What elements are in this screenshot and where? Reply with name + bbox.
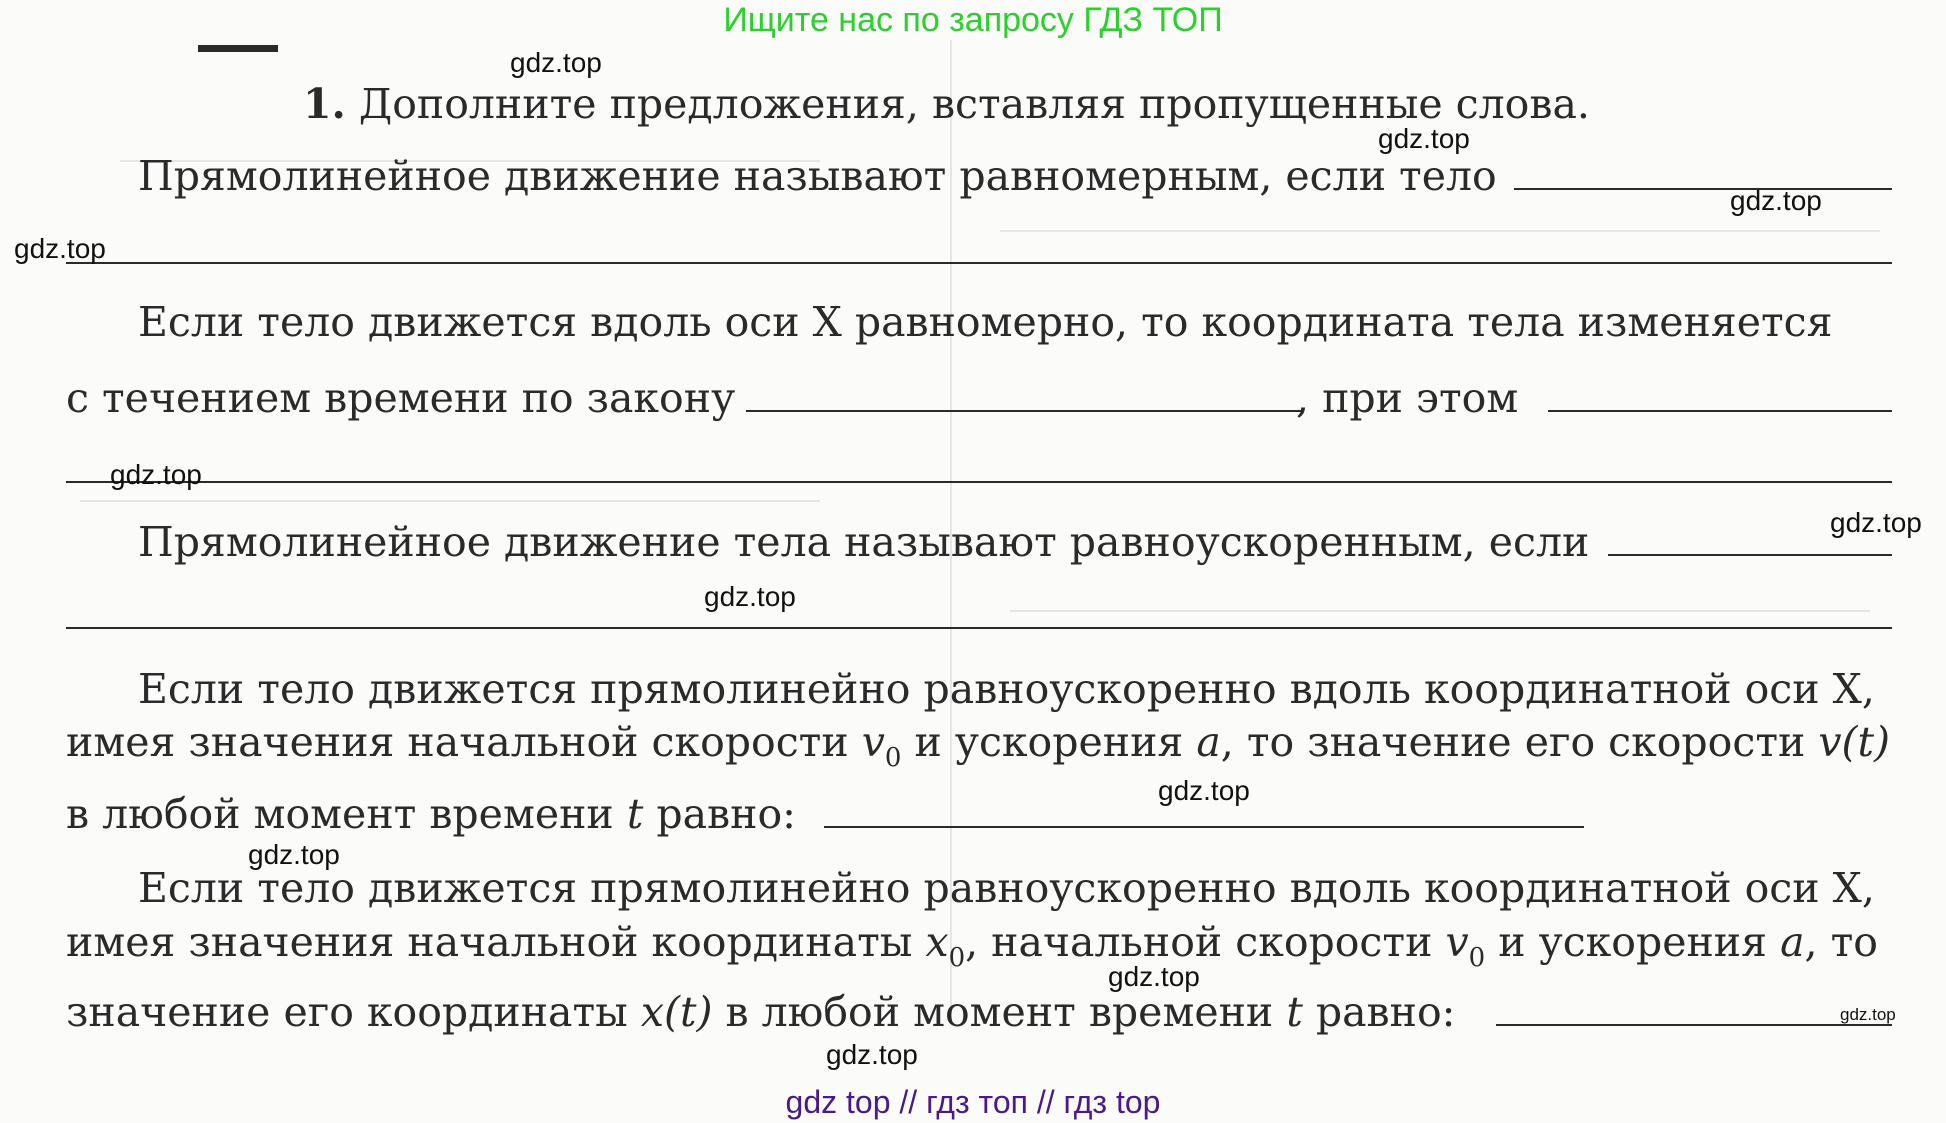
symbol-v: v: [861, 718, 885, 766]
bleed-through-rule: [80, 500, 820, 502]
answer-blank-1[interactable]: [1514, 188, 1892, 190]
watermark: gdz.top: [1840, 1005, 1896, 1024]
sentence-2-line-1: [138, 298, 1833, 346]
sentence-4-text-c: , то значение его скорости: [1220, 718, 1806, 766]
task-title-text: Дополните предложения, вставляя пропущенные слова.: [358, 80, 1590, 128]
answer-blank-6[interactable]: [1496, 1024, 1892, 1026]
sentence-2-text-a: с течением времени по закону: [66, 374, 736, 422]
task-title: [303, 80, 1590, 128]
sentence-5-line-1: Если тело движется прямолинейно равноускоренно вдоль координатной оси X,: [138, 864, 1875, 912]
sentence-5-text-e: значение его координаты: [66, 988, 628, 1036]
symbol-t: t: [1286, 988, 1303, 1036]
watermark: gdz.top: [248, 839, 340, 870]
watermark: gdz.top: [704, 581, 796, 612]
answer-blank-5[interactable]: [824, 826, 1584, 828]
answer-line-3[interactable]: [66, 627, 1892, 629]
symbol-a: a: [1196, 718, 1221, 766]
symbol-v: v: [1445, 918, 1469, 966]
answer-blank-4[interactable]: [1608, 554, 1892, 556]
symbol-t: t: [626, 790, 644, 838]
sentence-4-line-1: Если тело движется прямолинейно равноускоренно вдоль координатной оси X,: [138, 665, 1875, 713]
sentence-5-line-2: [66, 918, 1878, 982]
sentence-5-text-f: в любой момент времени: [725, 988, 1274, 1036]
symbol-x: x: [925, 918, 949, 966]
footer-watermark: gdz top // гдз топ // гдз top: [785, 1084, 1161, 1120]
sentence-4-line-2: [66, 718, 1890, 782]
answer-line-1[interactable]: [66, 262, 1892, 264]
subscript-zero: 0: [948, 943, 966, 973]
bleed-through-rule: [1000, 230, 1880, 232]
sentence-4-text-e: равно:: [656, 790, 796, 838]
watermark: gdz.top: [14, 233, 106, 264]
sentence-3-line-1: Прямолинейное движение тела называют равноускоренным, если: [138, 518, 1590, 566]
sentence-4-line-3: [66, 790, 796, 838]
sentence-5-line-3: [66, 988, 1455, 1036]
watermark: gdz.top: [510, 47, 602, 78]
answer-blank-2[interactable]: [746, 410, 1302, 412]
bleed-through-rule: [1010, 610, 1870, 612]
sentence-5-text-g: равно:: [1315, 988, 1456, 1036]
sentence-4-text-b: и ускорения: [914, 718, 1184, 766]
sentence-5-text-c: и ускорения: [1498, 918, 1768, 966]
answer-line-2[interactable]: [66, 481, 1892, 483]
symbol-xt: x(t): [640, 988, 713, 1036]
sentence-2-line-2b: , при этом: [1296, 374, 1519, 422]
watermark: gdz.top: [110, 459, 202, 490]
task-number: 1.: [303, 80, 346, 128]
sentence-2-line-2: [66, 374, 735, 422]
subscript-zero: 0: [884, 743, 902, 773]
symbol-a: a: [1780, 918, 1805, 966]
watermark: gdz.top: [1158, 775, 1250, 806]
watermark: gdz.top: [1108, 961, 1200, 992]
watermark: gdz.top: [1378, 123, 1470, 154]
watermark: gdz.top: [1830, 507, 1922, 538]
answer-blank-3[interactable]: [1548, 410, 1892, 412]
sentence-4-text-a: имея значения начальной скорости: [66, 718, 849, 766]
sentence-5-text-d: , то: [1804, 918, 1878, 966]
sentence-1-line-1: Прямолинейное движение называют равномерным, если тело: [138, 152, 1497, 200]
promo-banner: Ищите нас по запросу ГДЗ ТОП: [723, 1, 1223, 39]
corner-dash: [198, 45, 278, 52]
sentence-5-text-a: имея значения начальной координаты: [66, 918, 913, 966]
sentence-2-text: Если тело движется вдоль оси X равномерно, то координата тела изменяется: [138, 298, 1833, 346]
symbol-vt: v(t): [1818, 718, 1891, 766]
sentence-5-text-b: , начальной скорости: [965, 918, 1433, 966]
sentence-4-text-d: в любой момент времени: [66, 790, 614, 838]
subscript-zero: 0: [1468, 943, 1486, 973]
watermark: gdz.top: [1730, 185, 1822, 216]
watermark: gdz.top: [826, 1039, 918, 1070]
